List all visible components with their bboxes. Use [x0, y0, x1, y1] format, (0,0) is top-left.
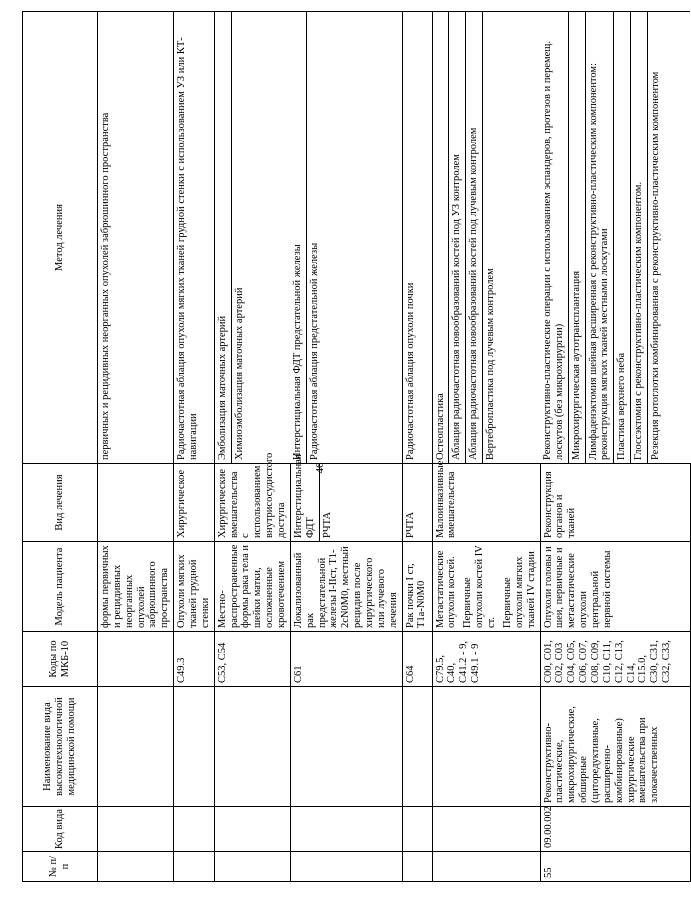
- method-item: Резекция ротоглотки комбинированная с реконструктивно-пластическим компонентом: [650, 71, 662, 460]
- cell-code: [214, 807, 290, 852]
- method-item: Пластика верхнего неба: [614, 12, 631, 463]
- cell-num: [214, 852, 290, 882]
- method-item: Реконструктивно-пластические операции с использованием эспандеров, протезов и перемещ. лоскутов (без микрохирургии): [540, 12, 569, 463]
- method-item: Радиочастотная аблация предстательной железы: [309, 242, 321, 460]
- cell-model: Местно-распространенные формы рака тела и шейки матки, осложненные кровотечением: [214, 542, 290, 632]
- cell-kind: Малоинвазивные вмешательства: [432, 464, 540, 542]
- cell-name: Реконструктивно-пластические, микрохирургические, обширные (циторедуктивные, расширенно-комбинированные) хирургические вмешательства при злокачественных: [540, 687, 690, 807]
- header-name: Наименование вида высокотехнологичной медицинской помощи: [23, 687, 98, 807]
- table-row: [98, 12, 174, 882]
- cell-num: [174, 852, 215, 882]
- cell-kind: Реконструкция органов и тканей: [540, 464, 690, 542]
- cell-code: [98, 807, 174, 852]
- cell-kind: Хирургическое: [174, 464, 215, 542]
- cell-mkb: С00, С01, С02, С03 С04, С05, С06, С07, С08, С09, С10, С11, С12, С13, С14, С15.0, С30, С31, С32, С33,: [540, 632, 690, 687]
- method-item: Глоссэктомия с реконструктивно-пластическим компонентом.: [631, 12, 648, 463]
- page-number: 46: [314, 462, 326, 474]
- cell-num: [98, 852, 174, 882]
- cell-method: [290, 12, 402, 464]
- cell-kind: [98, 464, 174, 542]
- cell-mkb: С53, С54: [214, 632, 290, 687]
- kind-item: Интерстициальная ФДТ: [291, 464, 320, 541]
- header-row: [23, 12, 98, 882]
- model-item: Первичные опухоли мягких тканей IV стадии: [501, 551, 537, 628]
- header-method: Метод лечения: [23, 12, 98, 464]
- cell-mkb: С49.3: [174, 632, 215, 687]
- cell-code: [290, 807, 402, 852]
- cell-name: [214, 687, 290, 807]
- method-item: Лимфаденэктомия шейная расширенная с реконструктивно-пластическим компонентом: реконструкция мягких тканей местными лоскутами: [586, 12, 615, 463]
- cell-kind: [290, 454, 402, 542]
- table-row: [432, 12, 540, 882]
- cell-name: [290, 687, 402, 807]
- cell-name: [402, 687, 432, 807]
- table-row: [174, 12, 215, 882]
- cell-num: 55: [540, 852, 690, 882]
- cell-model: Рак почки I ст, Т1a-N0M0: [402, 542, 432, 632]
- cell-code: [432, 807, 540, 852]
- cell-num: [290, 852, 402, 882]
- model-item: Метастатические опухоли костей.: [434, 550, 458, 628]
- table-row: [214, 12, 290, 882]
- cell-model: [432, 542, 540, 632]
- method-item: Вертебропластика под лучевым контролем: [485, 268, 497, 460]
- header-mkb: Коды по МКБ-10: [23, 632, 98, 687]
- cell-model: Опухоли мягких тканей грудной стенки: [174, 542, 215, 632]
- cell-method: Радиочастотная аблация опухоли почки: [402, 12, 432, 464]
- method-item: Аблация радиочастотная новообразований костей под УЗ контролем: [449, 12, 466, 463]
- cell-method: [540, 12, 690, 464]
- kind-item: РЧТА: [321, 511, 333, 538]
- cell-method: первичных и рецидивных неорганных опухолей забрюшинного пространства: [98, 12, 174, 464]
- cell-model: Опухоли головы и шеи, первичные и метастатические опухоли центральной нервной системы: [540, 542, 690, 632]
- treatment-table: [22, 11, 691, 882]
- cell-model: Локализованный рак предстательной железы I-IIст, Т1-2cN0M0, местный рецидив после хирургического или лучевого лечения: [290, 542, 402, 632]
- method-item: Интерстициальная ФДТ предстательной железы: [290, 12, 307, 463]
- header-model: Модель пациента: [23, 542, 98, 632]
- header-code: Код вида: [23, 807, 98, 852]
- cell-code: 09.00.002: [540, 807, 690, 852]
- cell-method: Радиочастотная аблация опухоли мягких тканей грудной стенки с использованием УЗ или КТ-навигации: [174, 12, 215, 464]
- cell-mkb: С61: [290, 632, 402, 687]
- cell-mkb: С64: [402, 632, 432, 687]
- cell-name: [174, 687, 215, 807]
- header-kind: Вид лечения: [23, 464, 98, 542]
- cell-num: [432, 852, 540, 882]
- model-item: Первичные опухоли костей IV ст.: [462, 545, 498, 628]
- cell-name: [432, 687, 540, 807]
- table-row: [540, 12, 690, 882]
- cell-code: [174, 807, 215, 852]
- method-item: Остеопластика: [433, 12, 450, 463]
- header-num: № п/п: [23, 852, 98, 882]
- table-row: [402, 12, 432, 882]
- rotated-table-wrapper: [22, 12, 673, 882]
- method-item: Химиоэмболизация маточных артерий: [233, 287, 245, 460]
- table-row: [290, 12, 402, 882]
- cell-name: [98, 687, 174, 807]
- cell-method: [214, 12, 290, 464]
- cell-model: формы первичных и рецидивных неорганных опухолей забрюшинного пространства: [98, 542, 174, 632]
- cell-kind: РЧТА: [402, 464, 432, 542]
- cell-mkb: [98, 632, 174, 687]
- cell-num: [402, 852, 432, 882]
- method-item: Эмболизация маточных артерий: [215, 12, 232, 463]
- cell-kind: Хирургические вмешательства с использованием внутрисосудистого доступа: [214, 464, 290, 542]
- method-item: Микрохирургическая аутотрансплантация: [569, 12, 586, 463]
- cell-code: [402, 807, 432, 852]
- cell-mkb: С79.5, С40, С41.2 - 9, С49.1 - 9: [432, 632, 540, 687]
- cell-method: [432, 12, 540, 464]
- method-item: Аблация радиочастотная новообразований костей под лучевым контролем: [466, 12, 483, 463]
